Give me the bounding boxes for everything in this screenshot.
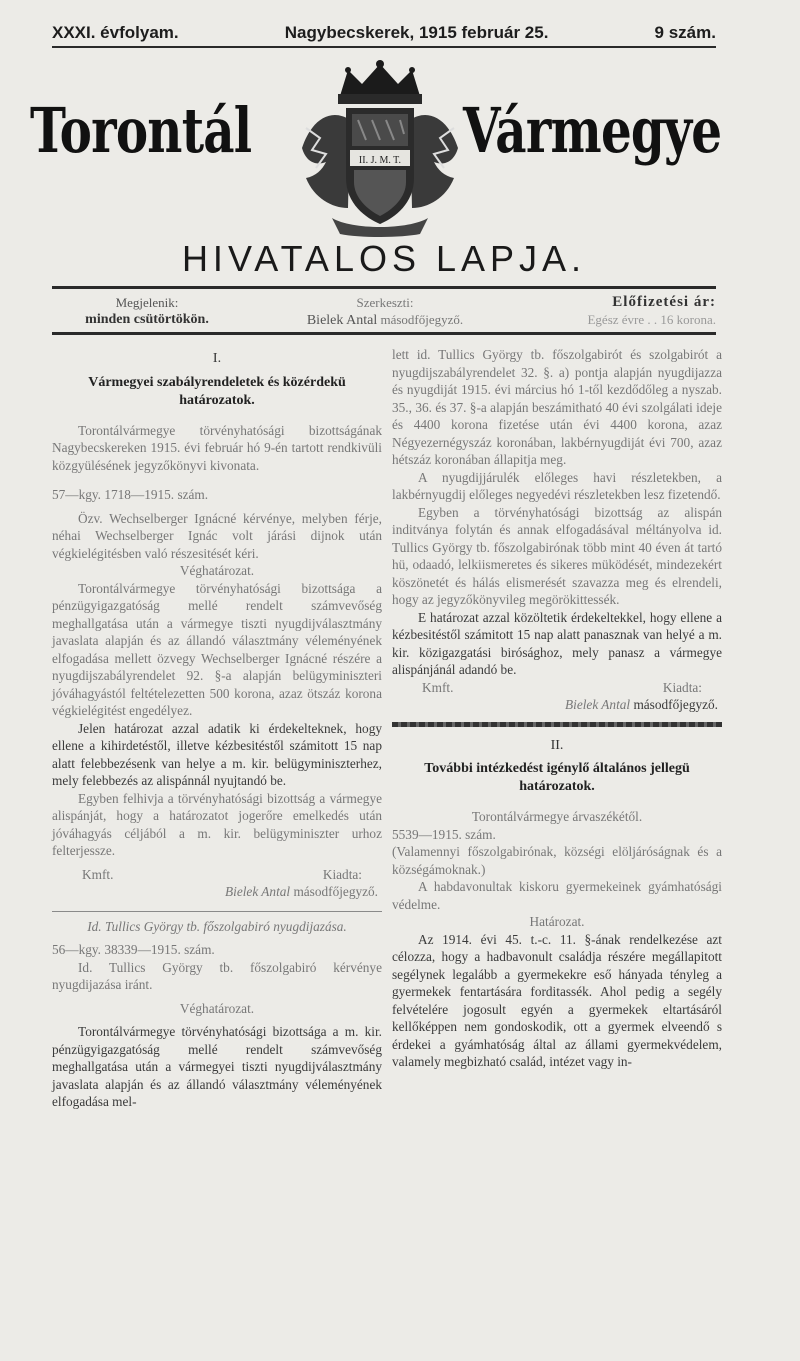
paragraph: lett id. Tullics György tb. főszolgabirót és szolgabirót a nyugdijszabályrendelet 32. §. a) pontja alapján nyugdijazza és nyugdiját 1915. évi március hó 1-től kezdődőleg a nyszab. 35., 36. és 37. §-a alapján beszámitható 40 évi szolgálati ideje és 4400 korona fizetése után évi 4400 korona, azaz Négyezernégyszáz koronában, lakbérnyugdiját évi 700, azaz hétszáz koronában állapitja meg. — [392, 347, 722, 467]
paragraph: Torontálvármegye törvényhatósági bizottsága a pénzügyigazgatóság mellé rendelt számvevőség meghallgatása után a vármegye tiszti nyugdijválasztmány javaslata alapján és az állandó választmány véleményének elfogadása mellett özvegy Wechselberger Ignácné részére a nyugdijszabályrendelet 92. §-a alapján belügyminiszteri jóváhagyástól feltételezetten 500 korona, azaz ötszáz korona végkielégitést engedélyez. — [52, 580, 382, 718]
info-rule — [52, 332, 716, 335]
decision-label: Véghatározat. — [179, 1000, 255, 1016]
paragraph: Egyben a törvényhatósági bizottság az alispán inditványa folytán és annak elfogadásával méltányolva id. Tullics György tb. főszolgabirónak több mint 40 éven át tartó hü, odaadó, lelkiismeretes és sikeres müködését, mindezekért köszönetét és hálás elismerését szavazza meg és elrendeli, hogy az jegyzőkönyvileg megörökittessék. — [392, 504, 722, 607]
issue-number: 9 szám. — [654, 23, 716, 42]
signatory-name: Bielek Antal — [565, 697, 631, 712]
item-title: Id. Tullics György tb. főszolgabiró nyugdijazása. — [87, 918, 347, 934]
reference-number: 5539—1915. szám. — [392, 826, 496, 842]
editor-name: Bielek Antal — [306, 313, 378, 328]
signatory-role: másodfőjegyző. — [633, 697, 718, 712]
paragraph: A nyugdijjárulék előleges havi részletekben, a lakbérnyugdij előleges negyedévi részletekben lesz fizetendő. — [392, 469, 722, 502]
signatory-name: Bielek Antal — [225, 884, 291, 899]
section-number: II. — [550, 737, 564, 753]
info-subscription — [528, 294, 716, 328]
top-rule — [52, 46, 716, 48]
signatory-role: másodfőjegyző. — [293, 884, 378, 899]
paragraph: Id. Tullics György tb. főszolgabiró kérvénye nyugdijazása iránt. — [52, 959, 382, 992]
volume-label: XXXI. évfolyam. — [52, 23, 179, 42]
kmft-label: Kmft. — [82, 866, 114, 882]
masthead-subtitle: HIVATALOS LAPJA. — [181, 238, 587, 279]
masthead-title-left: Torontál — [30, 94, 252, 167]
subscription-price: Egész évre . . 16 korona. — [587, 312, 716, 327]
reference-number: 56—kgy. 38339—1915. szám. — [52, 942, 215, 957]
editor-role: másodfőjegyző. — [380, 312, 464, 327]
decision-label: Véghatározat. — [179, 563, 255, 578]
signature-line — [392, 696, 722, 714]
decision-label: Határozat. — [529, 914, 585, 929]
section-heading: Vármegyei szabályrendeletek és közérdekü határozatok. — [88, 374, 346, 408]
paragraph: Jelen határozat azzal adatik ki érdekelteknek, hogy ellene a kihirdetéstől, illetve kézbesitéstől számitott 15 nap alatt felebbezésenk van helye a m. kir. belügyminiszterhez, mely felebbezés az alispánnál nyujtandó be. — [52, 720, 382, 788]
subscription-label: Előfizetési ár: — [612, 294, 716, 310]
coat-of-arms-icon — [292, 58, 468, 238]
intro-paragraph: Torontálvármegye törvényhatósági bizottságának Nagybecskereken 1915. évi február hó 9-én tartott rendkivüli közgyülésének jegyzőkönyvi kivonata. — [52, 422, 382, 473]
masthead-rule — [52, 286, 716, 289]
signature-block — [392, 679, 722, 697]
publication-value: minden csütörtökön. — [85, 312, 209, 327]
paragraph: Özv. Wechselberger Ignácné kérvénye, melyben férje, néhai Wechselberger Ignác volt járási dijnok után végkielégitésben való részesitését kéri. — [52, 510, 382, 561]
issued-by-label: Kiadta: — [322, 866, 362, 882]
paragraph: E határozat azzal közöltetik érdekeltekkel, hogy ellene a kézbesitéstől számitott 15 nap alatt panasznak van helyé a m. kir. közigazgatási birósághoz, mely panasz a vármegye alispánjánál adandó be. — [392, 609, 722, 677]
place-date: Nagybecskerek, 1915 február 25. — [284, 23, 549, 42]
addressees: (Valamennyi főszolgabirónak, községi elöljáróságnak és a községámoknak.) — [392, 844, 722, 877]
masthead-title-right: Vármegye — [463, 94, 722, 167]
paragraph: Az 1914. évi 45. t.-c. 11. §-ának rendelkezése azt célozza, hogy a hadbavonult családja részére megállapitott segélynek legalább a gyermekekre eső hányada tényleg a gyermekek fentartására forditassék. Ahol pedig a segély felvételére jogosult egyén a gyermekek eltartásáról kellőképpen nem gondoskodik, ott a gyermek elveendő s érdekei a gyámhatóság által az állami gyermekvédelem, valamely megbizható család, intézet vagy in- — [392, 931, 722, 1069]
issuer-line: Torontálvármegye árvaszékétől. — [471, 809, 643, 824]
section-number: I. — [212, 351, 222, 366]
info-editor — [250, 294, 520, 329]
separator — [392, 722, 722, 727]
editor-label: Szerkeszti: — [356, 295, 414, 310]
paragraph: Egyben felhivja a törvényhatósági bizottság a vármegye alispánját, hogy a határozatot jogerőre emelkedés után jóváhagyás céljából a m. kir. belügyminiszter urhoz felterjessze. — [52, 790, 382, 858]
left-column — [52, 346, 382, 1111]
info-publication — [52, 294, 242, 328]
publication-label: Megjelenik: — [115, 295, 179, 310]
issue-line — [52, 20, 716, 46]
reference-number: 57—kgy. 1718—1915. szám. — [52, 487, 209, 502]
separator — [52, 911, 382, 912]
paragraph: Torontálvármegye törvényhatósági bizottsága a m. kir. pénzügyigazgatóság mellé rendelt számvevőség meghallgatása után a vármegyei tiszti nyugdijválasztmány javaslata alapján és az állandó választmány véleményének elfogadása mel- — [52, 1024, 382, 1109]
crest-text: II. J. M. T. — [358, 155, 402, 166]
issued-by-label: Kiadta: — [662, 679, 702, 695]
signature-line — [52, 883, 382, 901]
kmft-label: Kmft. — [422, 679, 454, 695]
section-heading: További intézkedést igénylő általános jellegü határozatok. — [424, 761, 690, 794]
right-column — [392, 346, 722, 1071]
topic-line: A habdavonultak kiskoru gyermekeinek gyámhatósági védelme. — [392, 879, 722, 912]
signature-block — [52, 866, 382, 884]
